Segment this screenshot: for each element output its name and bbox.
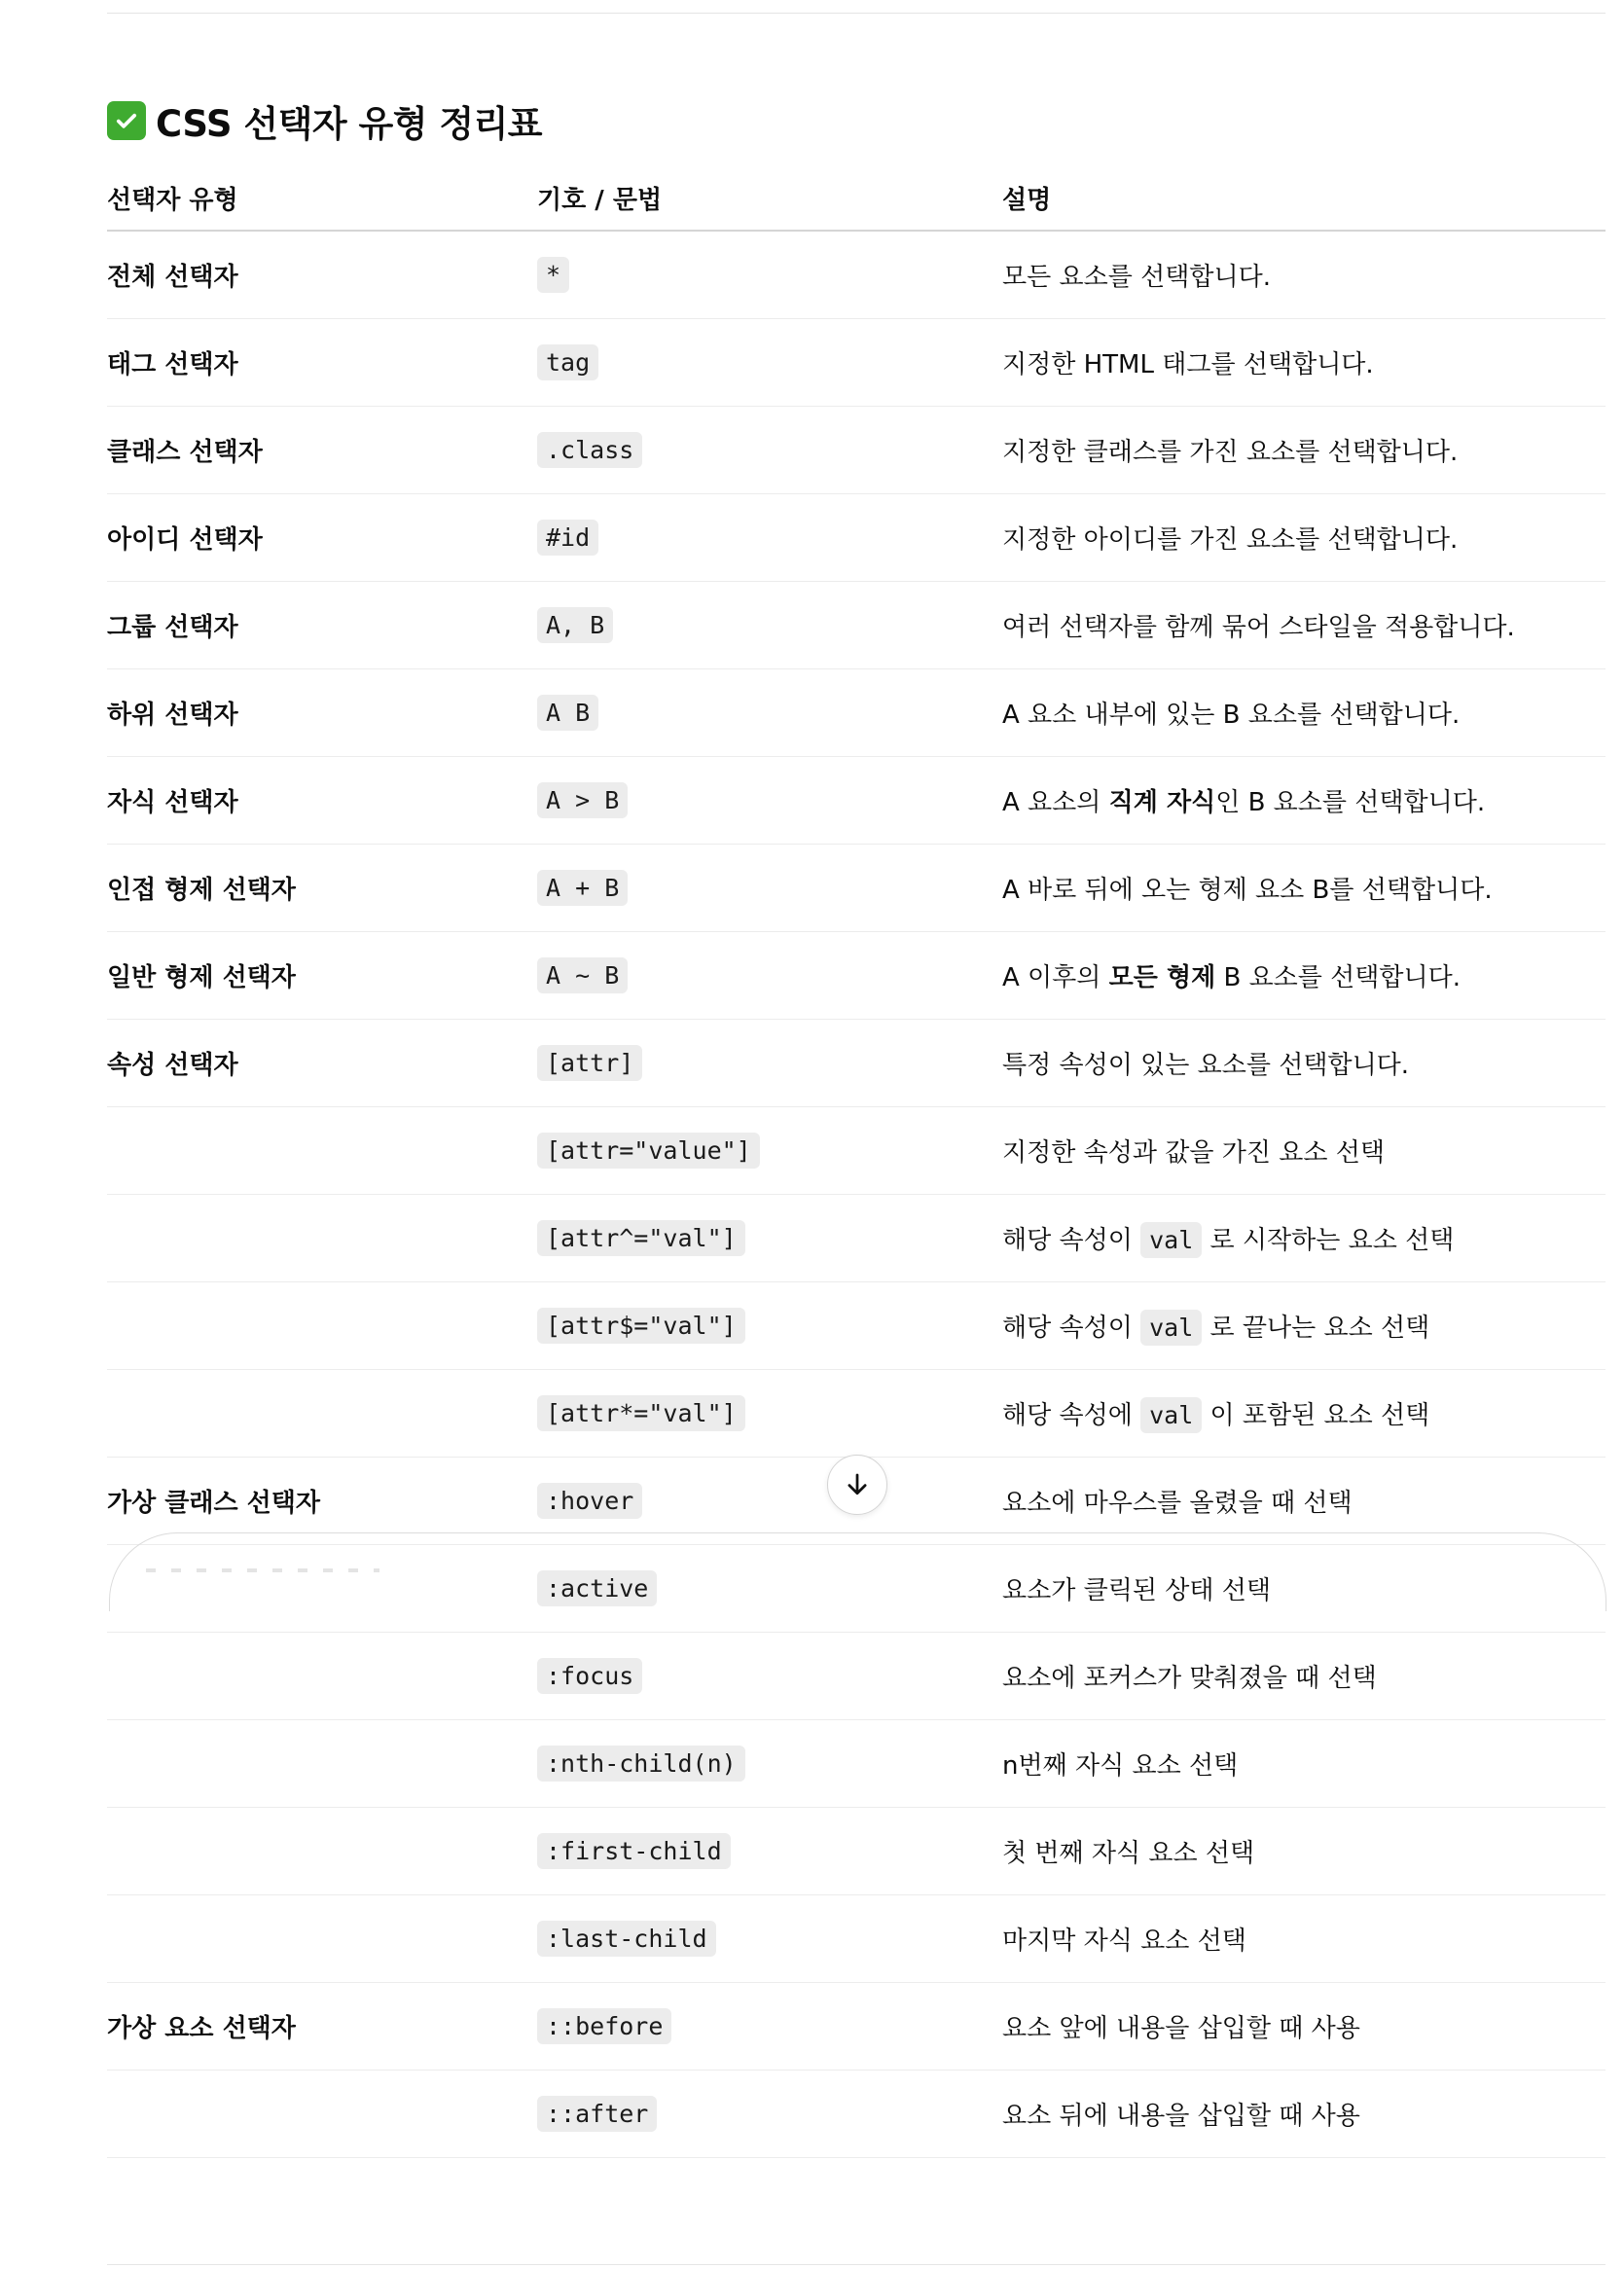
selector-syntax-cell: [537, 1487, 1002, 1516]
description-text: 여러 선택자를 함께 묶어 스타일을 적용합니다.: [1002, 613, 1515, 642]
selector-syntax-code: A B: [537, 695, 598, 731]
selector-description-cell: [1002, 1395, 1606, 1431]
description-text: 해당 속성에: [1002, 1401, 1141, 1430]
selector-syntax-code: [attr$="val"]: [537, 1308, 745, 1344]
table-row: [107, 2071, 1606, 2158]
selector-syntax-code: A, B: [537, 607, 613, 643]
selector-syntax-cell: [537, 261, 1002, 290]
selector-type-cell: 인접 형제 선택자: [107, 876, 296, 905]
selector-syntax-cell: [537, 348, 1002, 378]
description-text: 지정한 아이디를 가진 요소를 선택합니다.: [1002, 525, 1459, 555]
selector-syntax-cell: [537, 1224, 1002, 1253]
selector-type-cell: 일반 형제 선택자: [107, 963, 296, 992]
selector-description-cell: [1002, 2008, 1606, 2044]
selector-description-cell: [1002, 1045, 1606, 1081]
selector-syntax-cell: [537, 786, 1002, 815]
selector-syntax-cell: [537, 523, 1002, 553]
description-text: 로 시작하는 요소 선택: [1202, 1226, 1455, 1255]
inline-code: val: [1140, 1310, 1202, 1346]
arrow-down-icon: [843, 1470, 872, 1499]
selector-syntax-cell: [537, 1399, 1002, 1428]
selector-syntax-cell: [537, 1925, 1002, 1954]
selector-syntax-code: :focus: [537, 1658, 642, 1694]
table-row: [107, 1020, 1606, 1107]
selector-syntax-cell: [537, 436, 1002, 465]
description-text: 요소에 포커스가 맞춰졌을 때 선택: [1002, 1664, 1377, 1693]
description-text: 해당 속성이: [1002, 1226, 1141, 1255]
selector-description-cell: [1002, 344, 1606, 380]
description-text: 해당 속성이: [1002, 1314, 1141, 1343]
selector-description-cell: [1002, 1483, 1606, 1519]
selector-syntax-cell: [537, 1049, 1002, 1078]
description-text: 요소에 마우스를 올렸을 때 선택: [1002, 1489, 1353, 1518]
selector-description-cell: [1002, 1746, 1606, 1782]
selector-syntax-code: ::after: [537, 2096, 657, 2132]
column-header-syntax: 기호 / 문법: [537, 185, 663, 215]
description-text: 요소 뒤에 내용을 삽입할 때 사용: [1002, 2102, 1360, 2131]
selector-syntax-code: ::before: [537, 2008, 671, 2044]
description-text: 인 B 요소를 선택합니다.: [1215, 788, 1486, 817]
selector-description-cell: [1002, 695, 1606, 731]
bottom-divider: [107, 2264, 1606, 2265]
table-row: [107, 669, 1606, 757]
selector-description-cell: [1002, 432, 1606, 468]
table-row: [107, 932, 1606, 1020]
table-row: [107, 1107, 1606, 1195]
description-text: A 이후의: [1002, 963, 1109, 992]
description-text: 요소가 클릭된 상태 선택: [1002, 1576, 1271, 1605]
emphasis-text: 모든 형제: [1108, 963, 1216, 992]
selector-syntax-cell: [537, 1749, 1002, 1779]
selector-syntax-cell: [537, 611, 1002, 640]
selector-type-cell: 가상 요소 선택자: [107, 2014, 296, 2043]
selector-syntax-code: .class: [537, 432, 642, 468]
section-heading: [107, 97, 542, 144]
selector-description-cell: [1002, 1658, 1606, 1694]
description-text: 지정한 속성과 값을 가진 요소 선택: [1002, 1138, 1385, 1168]
selector-syntax-cell: [537, 1837, 1002, 1866]
selector-syntax-code: :hover: [537, 1483, 642, 1519]
selector-description-cell: [1002, 1570, 1606, 1606]
selector-syntax-code: :nth-child(n): [537, 1746, 745, 1782]
selector-description-cell: [1002, 782, 1606, 818]
selector-description-cell: [1002, 1921, 1606, 1957]
selector-syntax-code: [attr]: [537, 1045, 642, 1081]
selector-syntax-cell: [537, 1574, 1002, 1603]
selector-syntax-cell: [537, 2012, 1002, 2041]
selector-syntax-code: A ~ B: [537, 957, 628, 993]
table-row: [107, 582, 1606, 669]
composer-placeholder-fade: [146, 1568, 379, 1572]
table-row: [107, 232, 1606, 319]
selector-type-cell: 클래스 선택자: [107, 438, 263, 467]
selector-description-cell: [1002, 607, 1606, 643]
selector-description-cell: [1002, 1833, 1606, 1869]
description-text: 지정한 클래스를 가진 요소를 선택합니다.: [1002, 438, 1459, 467]
table-row: [107, 845, 1606, 932]
selector-syntax-cell: [537, 2100, 1002, 2129]
selector-description-cell: [1002, 1220, 1606, 1256]
description-text: 첫 번째 자식 요소 선택: [1002, 1839, 1255, 1868]
table-body: [107, 232, 1606, 2158]
column-header-description: 설명: [1002, 185, 1052, 215]
selector-description-cell: [1002, 1133, 1606, 1169]
selector-type-cell: 그룹 선택자: [107, 613, 238, 642]
selector-description-cell: [1002, 870, 1606, 906]
table-row: [107, 1895, 1606, 1983]
selector-description-cell: [1002, 1308, 1606, 1344]
table-row: [107, 1983, 1606, 2071]
top-divider: [107, 13, 1606, 14]
table-row: [107, 1282, 1606, 1370]
selector-syntax-code: [attr*="val"]: [537, 1395, 745, 1431]
table-row: [107, 1720, 1606, 1808]
table-row: [107, 407, 1606, 494]
description-text: A 요소의: [1002, 788, 1109, 817]
description-text: 마지막 자식 요소 선택: [1002, 1927, 1246, 1956]
inline-code: val: [1140, 1222, 1202, 1258]
selector-syntax-code: A + B: [537, 870, 628, 906]
selector-syntax-code: :first-child: [537, 1833, 731, 1869]
table-row: [107, 319, 1606, 407]
selector-type-cell: 가상 클래스 선택자: [107, 1489, 321, 1518]
table-row: [107, 1808, 1606, 1895]
description-text: n번째 자식 요소 선택: [1002, 1751, 1239, 1781]
selector-syntax-code: tag: [537, 344, 598, 380]
selector-syntax-cell: [537, 874, 1002, 903]
description-text: 로 끝나는 요소 선택: [1202, 1314, 1430, 1343]
selector-syntax-cell: [537, 1662, 1002, 1691]
selector-syntax-code: A > B: [537, 782, 628, 818]
selector-syntax-cell: [537, 1136, 1002, 1166]
selector-type-cell: 속성 선택자: [107, 1051, 238, 1080]
table-row: [107, 1545, 1606, 1633]
selector-type-cell: 태그 선택자: [107, 350, 238, 379]
selector-type-cell: 아이디 선택자: [107, 525, 263, 555]
check-mark-button-icon: [107, 101, 146, 140]
selector-syntax-code: :last-child: [537, 1921, 716, 1957]
description-text: B 요소를 선택합니다.: [1215, 963, 1462, 992]
selector-syntax-code: *: [537, 257, 569, 293]
selector-syntax-cell: [537, 699, 1002, 728]
table-row: [107, 1370, 1606, 1458]
table-row: [107, 1633, 1606, 1720]
description-text: 이 포함된 요소 선택: [1202, 1401, 1430, 1430]
selector-description-cell: [1002, 2096, 1606, 2132]
description-text: A 바로 뒤에 오는 형제 요소 B를 선택합니다.: [1002, 876, 1493, 905]
selector-syntax-code: #id: [537, 520, 598, 556]
selector-table: [107, 165, 1606, 2158]
description-text: A 요소 내부에 있는 B 요소를 선택합니다.: [1002, 701, 1461, 730]
selector-syntax-code: [attr^="val"]: [537, 1220, 745, 1256]
column-header-type: 선택자 유형: [107, 185, 238, 215]
scroll-to-bottom-button[interactable]: [827, 1455, 887, 1515]
selector-description-cell: [1002, 520, 1606, 556]
selector-syntax-code: :active: [537, 1570, 657, 1606]
section-heading-text: CSS 선택자 유형 정리표: [156, 103, 543, 145]
selector-type-cell: 하위 선택자: [107, 701, 238, 730]
description-text: 특정 속성이 있는 요소를 선택합니다.: [1002, 1051, 1410, 1080]
selector-type-cell: 전체 선택자: [107, 263, 238, 292]
inline-code: val: [1140, 1397, 1202, 1433]
selector-type-cell: 자식 선택자: [107, 788, 238, 817]
table-row: [107, 1195, 1606, 1282]
description-text: 지정한 HTML 태그를 선택합니다.: [1002, 350, 1374, 379]
description-text: 요소 앞에 내용을 삽입할 때 사용: [1002, 2014, 1360, 2043]
description-text: 모든 요소를 선택합니다.: [1002, 263, 1271, 292]
selector-description-cell: [1002, 257, 1606, 293]
table-row: [107, 757, 1606, 845]
selector-description-cell: [1002, 957, 1606, 993]
selector-syntax-cell: [537, 1312, 1002, 1341]
selector-syntax-code: [attr="value"]: [537, 1133, 760, 1169]
table-row: [107, 494, 1606, 582]
selector-syntax-cell: [537, 961, 1002, 990]
emphasis-text: 직계 자식: [1108, 788, 1216, 817]
table-header-row: [107, 165, 1606, 232]
